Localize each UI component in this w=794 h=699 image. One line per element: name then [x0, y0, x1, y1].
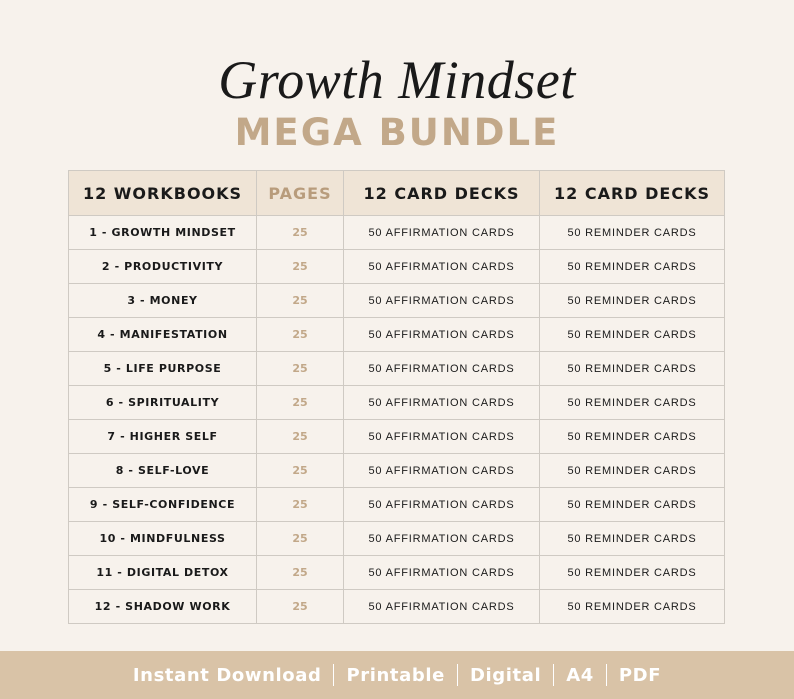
pages-cell: 25 — [257, 216, 344, 250]
workbook-cell: 6 - SPIRITUALITY — [69, 386, 257, 420]
reminder-cell: 50 REMINDER CARDS — [540, 488, 725, 522]
pages-cell: 25 — [257, 488, 344, 522]
table-row — [69, 318, 725, 352]
table-header-row — [69, 171, 725, 216]
affirmation-cell: 50 AFFIRMATION CARDS — [344, 318, 540, 352]
affirmation-cell: 50 AFFIRMATION CARDS — [344, 352, 540, 386]
workbook-cell: 12 - SHADOW WORK — [69, 590, 257, 624]
reminder-cell: 50 REMINDER CARDS — [540, 250, 725, 284]
table-row — [69, 216, 725, 250]
workbook-cell: 4 - MANIFESTATION — [69, 318, 257, 352]
footer-printable: Printable — [346, 664, 445, 686]
pages-cell: 25 — [257, 284, 344, 318]
affirmation-cell: 50 AFFIRMATION CARDS — [344, 454, 540, 488]
footer-banner — [0, 651, 794, 699]
table-row — [69, 284, 725, 318]
reminder-cell: 50 REMINDER CARDS — [540, 454, 725, 488]
workbook-cell: 9 - SELF-CONFIDENCE — [69, 488, 257, 522]
pages-cell: 25 — [257, 522, 344, 556]
affirmation-cell: 50 AFFIRMATION CARDS — [344, 386, 540, 420]
reminder-cell: 50 REMINDER CARDS — [540, 556, 725, 590]
table-row — [69, 454, 725, 488]
footer-pdf: PDF — [618, 664, 662, 686]
workbook-cell: 5 - LIFE PURPOSE — [69, 352, 257, 386]
reminder-cell: 50 REMINDER CARDS — [540, 590, 725, 624]
bundle-table — [68, 170, 725, 624]
table-row — [69, 386, 725, 420]
reminder-cell: 50 REMINDER CARDS — [540, 522, 725, 556]
affirmation-cell: 50 AFFIRMATION CARDS — [344, 556, 540, 590]
affirmation-cell: 50 AFFIRMATION CARDS — [344, 284, 540, 318]
workbook-cell: 2 - PRODUCTIVITY — [69, 250, 257, 284]
page-subtitle: MEGA BUNDLE — [234, 111, 560, 154]
workbook-cell: 7 - HIGHER SELF — [69, 420, 257, 454]
column-header-card-decks-2: 12 CARD DECKS — [540, 171, 725, 216]
pages-cell: 25 — [257, 386, 344, 420]
pages-cell: 25 — [257, 590, 344, 624]
table-row — [69, 488, 725, 522]
pages-cell: 25 — [257, 454, 344, 488]
pages-cell: 25 — [257, 318, 344, 352]
pages-cell: 25 — [257, 352, 344, 386]
column-header-pages: PAGES — [257, 171, 344, 216]
column-header-card-decks: 12 CARD DECKS — [344, 171, 540, 216]
table-row — [69, 522, 725, 556]
workbook-cell: 10 - MINDFULNESS — [69, 522, 257, 556]
workbook-cell: 3 - MONEY — [69, 284, 257, 318]
reminder-cell: 50 REMINDER CARDS — [540, 284, 725, 318]
pages-cell: 25 — [257, 420, 344, 454]
affirmation-cell: 50 AFFIRMATION CARDS — [344, 250, 540, 284]
reminder-cell: 50 REMINDER CARDS — [540, 420, 725, 454]
affirmation-cell: 50 AFFIRMATION CARDS — [344, 216, 540, 250]
affirmation-cell: 50 AFFIRMATION CARDS — [344, 420, 540, 454]
workbook-cell: 11 - DIGITAL DETOX — [69, 556, 257, 590]
column-header-workbooks: 12 WORKBOOKS — [69, 171, 257, 216]
workbook-cell: 1 - GROWTH MINDSET — [69, 216, 257, 250]
reminder-cell: 50 REMINDER CARDS — [540, 318, 725, 352]
reminder-cell: 50 REMINDER CARDS — [540, 386, 725, 420]
affirmation-cell: 50 AFFIRMATION CARDS — [344, 488, 540, 522]
affirmation-cell: 50 AFFIRMATION CARDS — [344, 522, 540, 556]
table-row — [69, 420, 725, 454]
footer-digital: Digital — [469, 664, 542, 686]
table-row — [69, 590, 725, 624]
table-row — [69, 556, 725, 590]
footer-instant-download: Instant Download — [132, 664, 322, 686]
pages-cell: 25 — [257, 556, 344, 590]
pages-cell: 25 — [257, 250, 344, 284]
reminder-cell: 50 REMINDER CARDS — [540, 216, 725, 250]
reminder-cell: 50 REMINDER CARDS — [540, 352, 725, 386]
workbook-cell: 8 - SELF-LOVE — [69, 454, 257, 488]
page-title: Growth Mindset — [218, 50, 576, 110]
footer-a4: A4 — [566, 664, 594, 686]
table-row — [69, 352, 725, 386]
table-row — [69, 250, 725, 284]
affirmation-cell: 50 AFFIRMATION CARDS — [344, 590, 540, 624]
